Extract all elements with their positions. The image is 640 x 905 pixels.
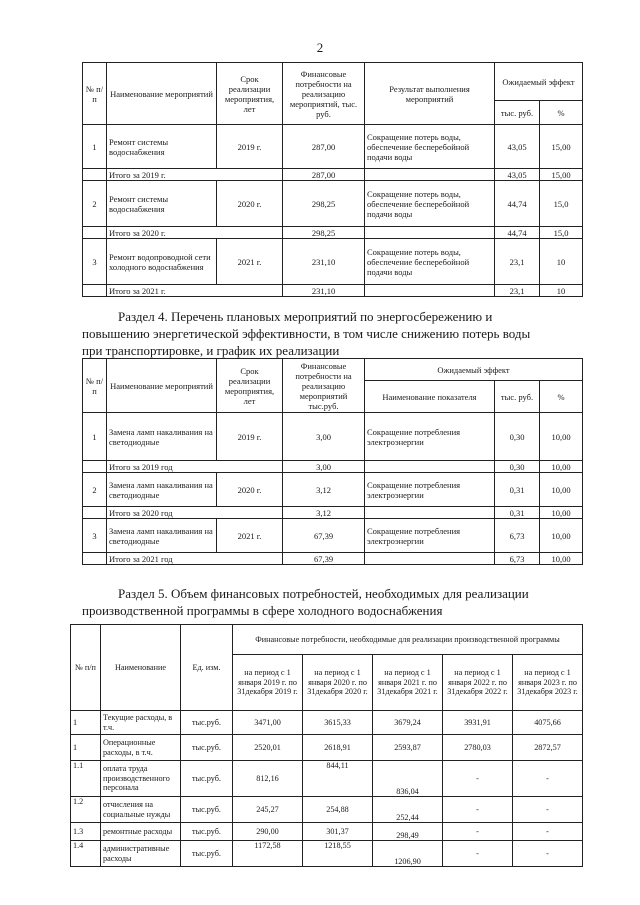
cell-total: Итого за 2020 г. bbox=[107, 227, 283, 239]
header-thous: тыс. руб. bbox=[495, 381, 540, 413]
section-5-heading bbox=[82, 585, 582, 619]
table-row bbox=[71, 711, 583, 735]
cell-name: Операционные расходы, в т.ч. bbox=[101, 735, 181, 761]
cell-name: Ремонт системы водоснабжения bbox=[107, 181, 217, 227]
header-period: на период с 1 января 2023 г. по 31декабря 2023 г. bbox=[513, 655, 583, 711]
cell-finance: 3,12 bbox=[283, 507, 365, 519]
table-energy-saving bbox=[82, 358, 583, 565]
cell-total: Итого за 2019 год bbox=[107, 461, 283, 473]
cell-pct: 15,00 bbox=[540, 125, 583, 169]
header-pct: % bbox=[540, 381, 583, 413]
header-term: Срок реализации мероприятия, лет bbox=[217, 63, 283, 125]
cell-finance: 3,00 bbox=[283, 461, 365, 473]
cell-value: 3931,91 bbox=[443, 711, 513, 735]
cell-value: 4075,66 bbox=[513, 711, 583, 735]
header-effect: Ожидаемый эффект bbox=[495, 63, 583, 101]
cell-unit: тыс.руб. bbox=[181, 711, 233, 735]
cell-pct: 10 bbox=[540, 285, 583, 297]
cell-value: 1218,55 bbox=[303, 841, 373, 867]
cell-name: Текущие расходы, в т.ч. bbox=[101, 711, 181, 735]
cell-num: 1.3 bbox=[71, 823, 101, 841]
header-group: Финансовые потребности, необходимые для реализации производственной программы bbox=[233, 625, 583, 655]
section-4-line-1: Раздел 4. Перечень плановых мероприятий по энергосбережению и bbox=[118, 309, 493, 324]
header-period: на период с 1 января 2022 г. по 31декабря 2022 г. bbox=[443, 655, 513, 711]
cell-value: - bbox=[443, 823, 513, 841]
cell-value: 3471,00 bbox=[233, 711, 303, 735]
section-5-line-1: Раздел 5. Объем финансовых потребностей, необходимых для реализации bbox=[118, 586, 529, 601]
header-result: Результат выполнения мероприятий bbox=[365, 63, 495, 125]
cell-unit: тыс.руб. bbox=[181, 797, 233, 823]
cell-finance: 287,00 bbox=[283, 169, 365, 181]
cell-name: Ремонт системы водоснабжения bbox=[107, 125, 217, 169]
cell-value: 1172,58 bbox=[233, 841, 303, 867]
cell-thous: 0,30 bbox=[495, 461, 540, 473]
cell-finance: 287,00 bbox=[283, 125, 365, 169]
table-row-total bbox=[83, 169, 583, 181]
cell-finance: 298,25 bbox=[283, 227, 365, 239]
cell-num: 1.1 bbox=[71, 761, 101, 797]
cell-value: 252,44 bbox=[373, 797, 443, 823]
cell-num: 1.2 bbox=[71, 797, 101, 823]
table-row bbox=[83, 125, 583, 169]
cell-name: Замена ламп накаливания на светодиодные bbox=[107, 413, 217, 461]
cell-unit: тыс.руб. bbox=[181, 823, 233, 841]
cell-value: - bbox=[513, 841, 583, 867]
cell-finance: 3,00 bbox=[283, 413, 365, 461]
cell-result: Сокращение потерь воды, обеспечение бесперебойной подачи воды bbox=[365, 125, 495, 169]
cell-num: 3 bbox=[83, 519, 107, 553]
header-effect: Ожидаемый эффект bbox=[365, 359, 583, 381]
cell-value: 290,00 bbox=[233, 823, 303, 841]
cell-thous: 0,31 bbox=[495, 507, 540, 519]
cell-pct: 10,00 bbox=[540, 507, 583, 519]
cell-num: 1 bbox=[71, 735, 101, 761]
cell-value: 836,04 bbox=[373, 761, 443, 797]
cell-pct: 15,00 bbox=[540, 169, 583, 181]
cell-value: 3615,33 bbox=[303, 711, 373, 735]
table-row bbox=[83, 473, 583, 507]
cell-value: - bbox=[513, 761, 583, 797]
header-finance: Финансовые потребности на реализацию мероприятий, тыс. руб. bbox=[283, 63, 365, 125]
cell-num: 1.4 bbox=[71, 841, 101, 867]
header-period: на период с 1 января 2020 г. по 31декабря 2020 г. bbox=[303, 655, 373, 711]
cell-thous: 44,74 bbox=[495, 227, 540, 239]
cell-value: 2780,03 bbox=[443, 735, 513, 761]
cell-pct: 10,00 bbox=[540, 461, 583, 473]
table-row bbox=[71, 735, 583, 761]
cell-term: 2021 г. bbox=[217, 519, 283, 553]
table-activities-water bbox=[82, 62, 583, 297]
table-row bbox=[71, 797, 583, 823]
cell-value: 245,27 bbox=[233, 797, 303, 823]
cell-num: 2 bbox=[83, 181, 107, 227]
cell-num: 1 bbox=[71, 711, 101, 735]
header-unit: Ед. изм. bbox=[181, 625, 233, 711]
cell-value: 2618,91 bbox=[303, 735, 373, 761]
cell-value: - bbox=[443, 841, 513, 867]
cell-thous: 43,05 bbox=[495, 169, 540, 181]
header-num: № п/п bbox=[83, 359, 107, 413]
cell-finance: 67,39 bbox=[283, 519, 365, 553]
cell-total: Итого за 2019 г. bbox=[107, 169, 283, 181]
cell-value: 2520,01 bbox=[233, 735, 303, 761]
cell-num: 2 bbox=[83, 473, 107, 507]
header-indicator: Наименование показателя bbox=[365, 381, 495, 413]
cell-thous: 44,74 bbox=[495, 181, 540, 227]
header-name: Наименование мероприятий bbox=[107, 63, 217, 125]
page-number: 2 bbox=[316, 40, 324, 55]
cell-pct: 10,00 bbox=[540, 519, 583, 553]
cell-finance: 298,25 bbox=[283, 181, 365, 227]
table-row bbox=[71, 841, 583, 867]
header-name: Наименование мероприятий bbox=[107, 359, 217, 413]
header-num: № п/п bbox=[71, 625, 101, 711]
header-term: Срок реализации мероприятия, лет bbox=[217, 359, 283, 413]
cell-value: - bbox=[513, 797, 583, 823]
cell-thous: 6,73 bbox=[495, 519, 540, 553]
table-row bbox=[83, 413, 583, 461]
cell-thous: 43,05 bbox=[495, 125, 540, 169]
header-num: № п/п bbox=[83, 63, 107, 125]
cell-term: 2019 г. bbox=[217, 413, 283, 461]
table-row bbox=[83, 239, 583, 285]
cell-value: - bbox=[443, 761, 513, 797]
cell-value: 2593,87 bbox=[373, 735, 443, 761]
cell-pct: 10,00 bbox=[540, 553, 583, 565]
cell-unit: тыс.руб. bbox=[181, 761, 233, 797]
cell-total: Итого за 2021 г. bbox=[107, 285, 283, 297]
cell-indicator: Сокращение потребления электроэнергии bbox=[365, 413, 495, 461]
cell-term: 2021 г. bbox=[217, 239, 283, 285]
cell-value: 301,37 bbox=[303, 823, 373, 841]
cell-pct: 10,00 bbox=[540, 413, 583, 461]
cell-name: Ремонт водопроводной сети холодного водоснабжения bbox=[107, 239, 217, 285]
cell-result: Сокращение потерь воды, обеспечение бесперебойной подачи воды bbox=[365, 239, 495, 285]
cell-num: 1 bbox=[83, 125, 107, 169]
cell-value: 3679,24 bbox=[373, 711, 443, 735]
cell-term: 2019 г. bbox=[217, 125, 283, 169]
cell-finance: 231,10 bbox=[283, 239, 365, 285]
header-finance: Финансовые потребности на реализацию мероприятий тыс.руб. bbox=[283, 359, 365, 413]
cell-thous: 6,73 bbox=[495, 553, 540, 565]
section-5-line-2: производственной программы в сфере холодного водоснабжения bbox=[82, 603, 443, 618]
table-row-total bbox=[83, 285, 583, 297]
cell-pct: 15,0 bbox=[540, 227, 583, 239]
cell-value: 2872,57 bbox=[513, 735, 583, 761]
cell-finance: 3,12 bbox=[283, 473, 365, 507]
cell-value: - bbox=[443, 797, 513, 823]
cell-value: 298,49 bbox=[373, 823, 443, 841]
cell-pct: 10 bbox=[540, 239, 583, 285]
table-row-total bbox=[83, 461, 583, 473]
header-name: Наименование bbox=[101, 625, 181, 711]
cell-result: Сокращение потерь воды, обеспечение бесперебойной подачи воды bbox=[365, 181, 495, 227]
cell-name: Замена ламп накаливания на светодиодные bbox=[107, 519, 217, 553]
cell-total: Итого за 2020 год bbox=[107, 507, 283, 519]
cell-name: ремонтные расходы bbox=[101, 823, 181, 841]
cell-num: 3 bbox=[83, 239, 107, 285]
cell-name: административные расходы bbox=[101, 841, 181, 867]
cell-finance: 231,10 bbox=[283, 285, 365, 297]
section-4-heading bbox=[82, 308, 582, 359]
cell-term: 2020 г. bbox=[217, 473, 283, 507]
table-row bbox=[83, 181, 583, 227]
table-row bbox=[83, 519, 583, 553]
cell-value: 812,16 bbox=[233, 761, 303, 797]
cell-term: 2020 г. bbox=[217, 181, 283, 227]
table-row-total bbox=[83, 227, 583, 239]
table-row bbox=[71, 823, 583, 841]
cell-pct: 15,0 bbox=[540, 181, 583, 227]
cell-thous: 23,1 bbox=[495, 239, 540, 285]
section-4-line-2: повышению энергетической эффективности, в том числе снижению потерь воды bbox=[82, 326, 531, 341]
cell-value: 1206,90 bbox=[373, 841, 443, 867]
cell-name: отчисления на социальные нужды bbox=[101, 797, 181, 823]
header-pct: % bbox=[540, 101, 583, 125]
cell-indicator: Сокращение потребления электроэнергии bbox=[365, 473, 495, 507]
section-4-line-3: при транспортировке, и график их реализации bbox=[82, 343, 340, 358]
cell-pct: 10,00 bbox=[540, 473, 583, 507]
table-row bbox=[71, 761, 583, 797]
cell-indicator: Сокращение потребления электроэнергии bbox=[365, 519, 495, 553]
header-period: на период с 1 января 2021 г. по 31декабря 2021 г. bbox=[373, 655, 443, 711]
cell-thous: 0,31 bbox=[495, 473, 540, 507]
cell-value: - bbox=[513, 823, 583, 841]
cell-unit: тыс.руб. bbox=[181, 735, 233, 761]
cell-thous: 0,30 bbox=[495, 413, 540, 461]
header-period: на период с 1 января 2019 г. по 31декабря 2019 г. bbox=[233, 655, 303, 711]
table-financial-needs bbox=[70, 624, 583, 867]
table-row-total bbox=[83, 507, 583, 519]
cell-num: 1 bbox=[83, 413, 107, 461]
cell-value: 844,11 bbox=[303, 761, 373, 797]
header-thous: тыс. руб. bbox=[495, 101, 540, 125]
cell-unit: тыс.руб. bbox=[181, 841, 233, 867]
table-row-total bbox=[83, 553, 583, 565]
cell-value: 254,88 bbox=[303, 797, 373, 823]
cell-total: Итого за 2021 год bbox=[107, 553, 283, 565]
cell-finance: 67,39 bbox=[283, 553, 365, 565]
cell-thous: 23,1 bbox=[495, 285, 540, 297]
cell-name: оплата труда производственного персонала bbox=[101, 761, 181, 797]
cell-name: Замена ламп накаливания на светодиодные bbox=[107, 473, 217, 507]
